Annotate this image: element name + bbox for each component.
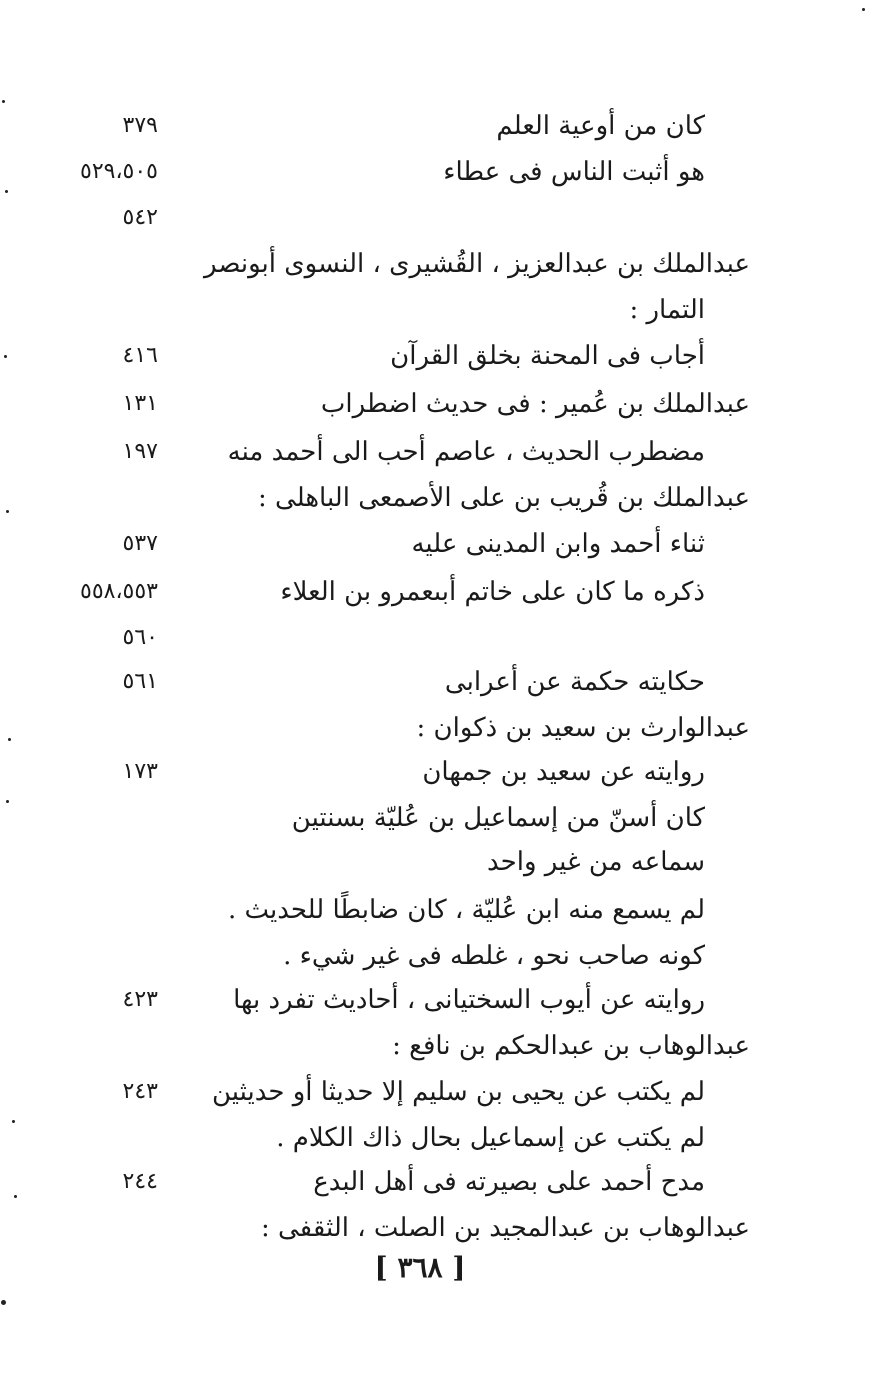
subentry-text: لم يكتب عن يحيى بن سليم إلا حديثا أو حديثين (212, 1077, 705, 1107)
subentry-text: سماعه من غير واحد (487, 847, 705, 877)
page-reference: ٥٦٠ (122, 625, 158, 650)
page-reference: ٥٦١ (122, 669, 158, 694)
index-line (0, 1208, 873, 1248)
index-line (0, 1072, 873, 1112)
page-reference: ٤٢٣ (122, 987, 158, 1012)
entry-heading: عبدالوارث بن سعيد بن ذكوان : (416, 713, 750, 743)
index-line (0, 752, 873, 792)
index-line (0, 432, 873, 472)
index-line (0, 524, 873, 564)
index-line (0, 890, 873, 930)
index-line (0, 1026, 873, 1066)
page-reference: ١٧٣ (122, 759, 158, 784)
index-line (0, 478, 873, 518)
page-reference: ٢٤٤ (122, 1169, 158, 1194)
subentry-text: ثناء أحمد وابن المدينى عليه (411, 529, 705, 559)
index-line (0, 708, 873, 748)
entry-heading: عبدالملك بن قُريب بن على الأصمعى الباهلى : (258, 483, 750, 513)
entry-heading: عبدالوهاب بن عبدالحكم بن نافع : (392, 1031, 750, 1061)
index-line (0, 384, 873, 424)
index-line (0, 662, 873, 702)
index-line (0, 842, 873, 882)
subentry-text: أجاب فى المحنة بخلق القرآن (390, 341, 705, 371)
subentry-text: كونه صاحب نحو ، غلطه فى غير شيء . (283, 941, 705, 971)
index-line (0, 106, 873, 146)
scan-speck (1, 1300, 6, 1305)
page-reference: ٥٤٢ (122, 205, 158, 230)
index-line (0, 152, 873, 192)
subentry-text: كان أسنّ من إسماعيل بن عُليّة بسنتين (291, 803, 705, 833)
subentry-text: مضطرب الحديث ، عاصم أحب الى أحمد منه (227, 437, 705, 467)
index-line (0, 336, 873, 376)
index-line (0, 1162, 873, 1202)
index-line (0, 198, 873, 238)
index-line (0, 980, 873, 1020)
index-line (0, 936, 873, 976)
page-reference: ١٣١ (122, 391, 158, 416)
index-line (0, 572, 873, 612)
index-line (0, 1118, 873, 1158)
scan-speck (862, 8, 865, 11)
subentry-text: لم يسمع منه ابن عُليّة ، كان ضابطًا للحديث . (227, 895, 705, 925)
index-line (0, 798, 873, 838)
page-reference: ٢٤٣ (122, 1079, 158, 1104)
subentry-text: روايته عن أيوب السختيانى ، أحاديث تفرد بها (233, 985, 705, 1015)
page-reference: ٥٢٩،٥٠٥ (80, 159, 158, 184)
subentry-text: التمار : (629, 295, 705, 325)
subentry-text: حكايته حكمة عن أعرابى (444, 667, 705, 697)
entry-heading: عبدالملك بن عُمير : فى حديث اضطراب (320, 389, 750, 419)
entry-heading: عبدالوهاب بن عبدالمجيد بن الصلت ، الثقفى : (260, 1213, 750, 1243)
index-line (0, 290, 873, 330)
scan-speck (2, 100, 5, 103)
page-reference: ٤١٦ (122, 343, 158, 368)
index-line (0, 618, 873, 658)
index-line (0, 244, 873, 284)
entry-heading: عبدالملك بن عبدالعزيز ، القُشيرى ، النسوى أبونصر (203, 249, 750, 279)
subentry-text: روايته عن سعيد بن جمهان (422, 757, 705, 787)
subentry-text: كان من أوعية العلم (496, 111, 705, 141)
subentry-text: هو أثبت الناس فى عطاء (443, 157, 705, 187)
subentry-text: لم يكتب عن إسماعيل بحال ذاك الكلام . (276, 1123, 705, 1153)
page-reference: ٥٣٧ (122, 531, 158, 556)
page-reference: ١٩٧ (122, 439, 158, 464)
page-reference: ٥٥٨،٥٥٣ (80, 579, 158, 604)
page-number: [ ٣٦٨ ] (374, 1251, 466, 1284)
page-reference: ٣٧٩ (122, 113, 158, 138)
subentry-text: مدح أحمد على بصيرته فى أهل البدع (313, 1167, 705, 1197)
subentry-text: ذكره ما كان على خاتم أبىعمرو بن العلاء (280, 577, 705, 607)
